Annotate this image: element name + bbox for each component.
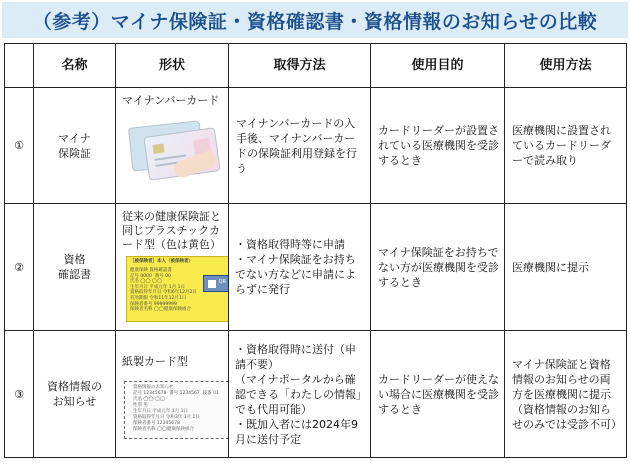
shape-label: 紙製カード型	[122, 355, 188, 368]
row-usage: マイナ保険証と資格情報のお知らせの両方を医療機関に提示 （資格情報のお知らせのみでは受診不可）	[505, 331, 627, 458]
row-purpose: マイナ保険証をお持ちでない方が医療機関を受診するとき	[371, 204, 505, 331]
header-blank	[5, 44, 34, 88]
qr-label: QR	[218, 279, 226, 285]
row-purpose: カードリーダーが設置されている医療機関を受診するとき	[371, 88, 505, 204]
row-shape	[116, 331, 229, 458]
comparison-table	[4, 43, 627, 458]
paper-card-illustration: 資格情報のお知らせ 記号 12345678 番号 1234567 枝番 01 氏名 ◯◯ ◯◯ 性別 男 生年月日 平成元年 1月 1日 資格取得年月日 令和3年 1月 1日 保険者番号 12345678 保険者名称 ◯◯健康保険組合	[124, 381, 229, 439]
shape-label: 従来の健康保険証と同じプラスチックカード型（色は黄色）	[122, 210, 221, 251]
row-name: 資格 確認書	[34, 204, 116, 331]
table-row	[5, 331, 627, 458]
row-name: 資格情報の お知らせ	[34, 331, 116, 458]
qr-box	[203, 275, 229, 292]
qualification-card-illustration	[126, 256, 229, 322]
header-name: 名称	[34, 44, 116, 88]
row-method: マイナンバーカードの入手後、マイナンバーカードの保険証利用登録を行う	[229, 88, 371, 204]
method-text: ・資格取得時に送付（申請不要） （マイナポータルから確認できる「わたしの情報」でも代用可能） ・既加入者には2024年9月に送付予定	[235, 342, 362, 446]
method-text: ・資格取得時等に申請 ・マイナ保険証をお持ちでない方などに申請によらずに発行	[235, 238, 356, 296]
row-number: ①	[5, 88, 34, 204]
row-shape	[116, 204, 229, 331]
row-number: ②	[5, 204, 34, 331]
header-usage: 使用方法	[505, 44, 627, 88]
header-purpose: 使用目的	[371, 44, 505, 88]
card-lines: 健康保険 資格確認書 記号 0000 番号 00 氏名 ◯◯ ◯◯ 生年月日 平成元年 1月 1日 資格取得年月日 令和6年12月2日 有効期限 令和11年12月1日 保険者番号 99999999 保険者名称 ◯◯健康保険組合	[130, 268, 197, 313]
header-shape: 形状	[116, 44, 229, 88]
row-name: マイナ 保険証	[34, 88, 116, 204]
row-purpose: カードリーダーが使えない場合に医療機関を受診するとき	[371, 331, 505, 458]
row-method	[229, 204, 371, 331]
page-title: （参考）マイナ保険証・資格確認書・資格情報のお知らせの比較	[2, 2, 628, 38]
row-usage: 医療機関に提示	[505, 204, 627, 331]
row-shape	[116, 88, 229, 204]
row-method	[229, 331, 371, 458]
row-usage: 医療機関に設置されているカードリーダーで読み取り	[505, 88, 627, 204]
card-header: ［被保険者］本人（被保険者）	[130, 259, 193, 264]
qr-icon	[208, 280, 216, 288]
table-row	[5, 204, 627, 331]
table-header-row	[5, 44, 627, 88]
row-number: ③	[5, 331, 34, 458]
shape-label: マイナンバーカード	[122, 94, 220, 107]
header-method: 取得方法	[229, 44, 371, 88]
table-row	[5, 88, 627, 204]
